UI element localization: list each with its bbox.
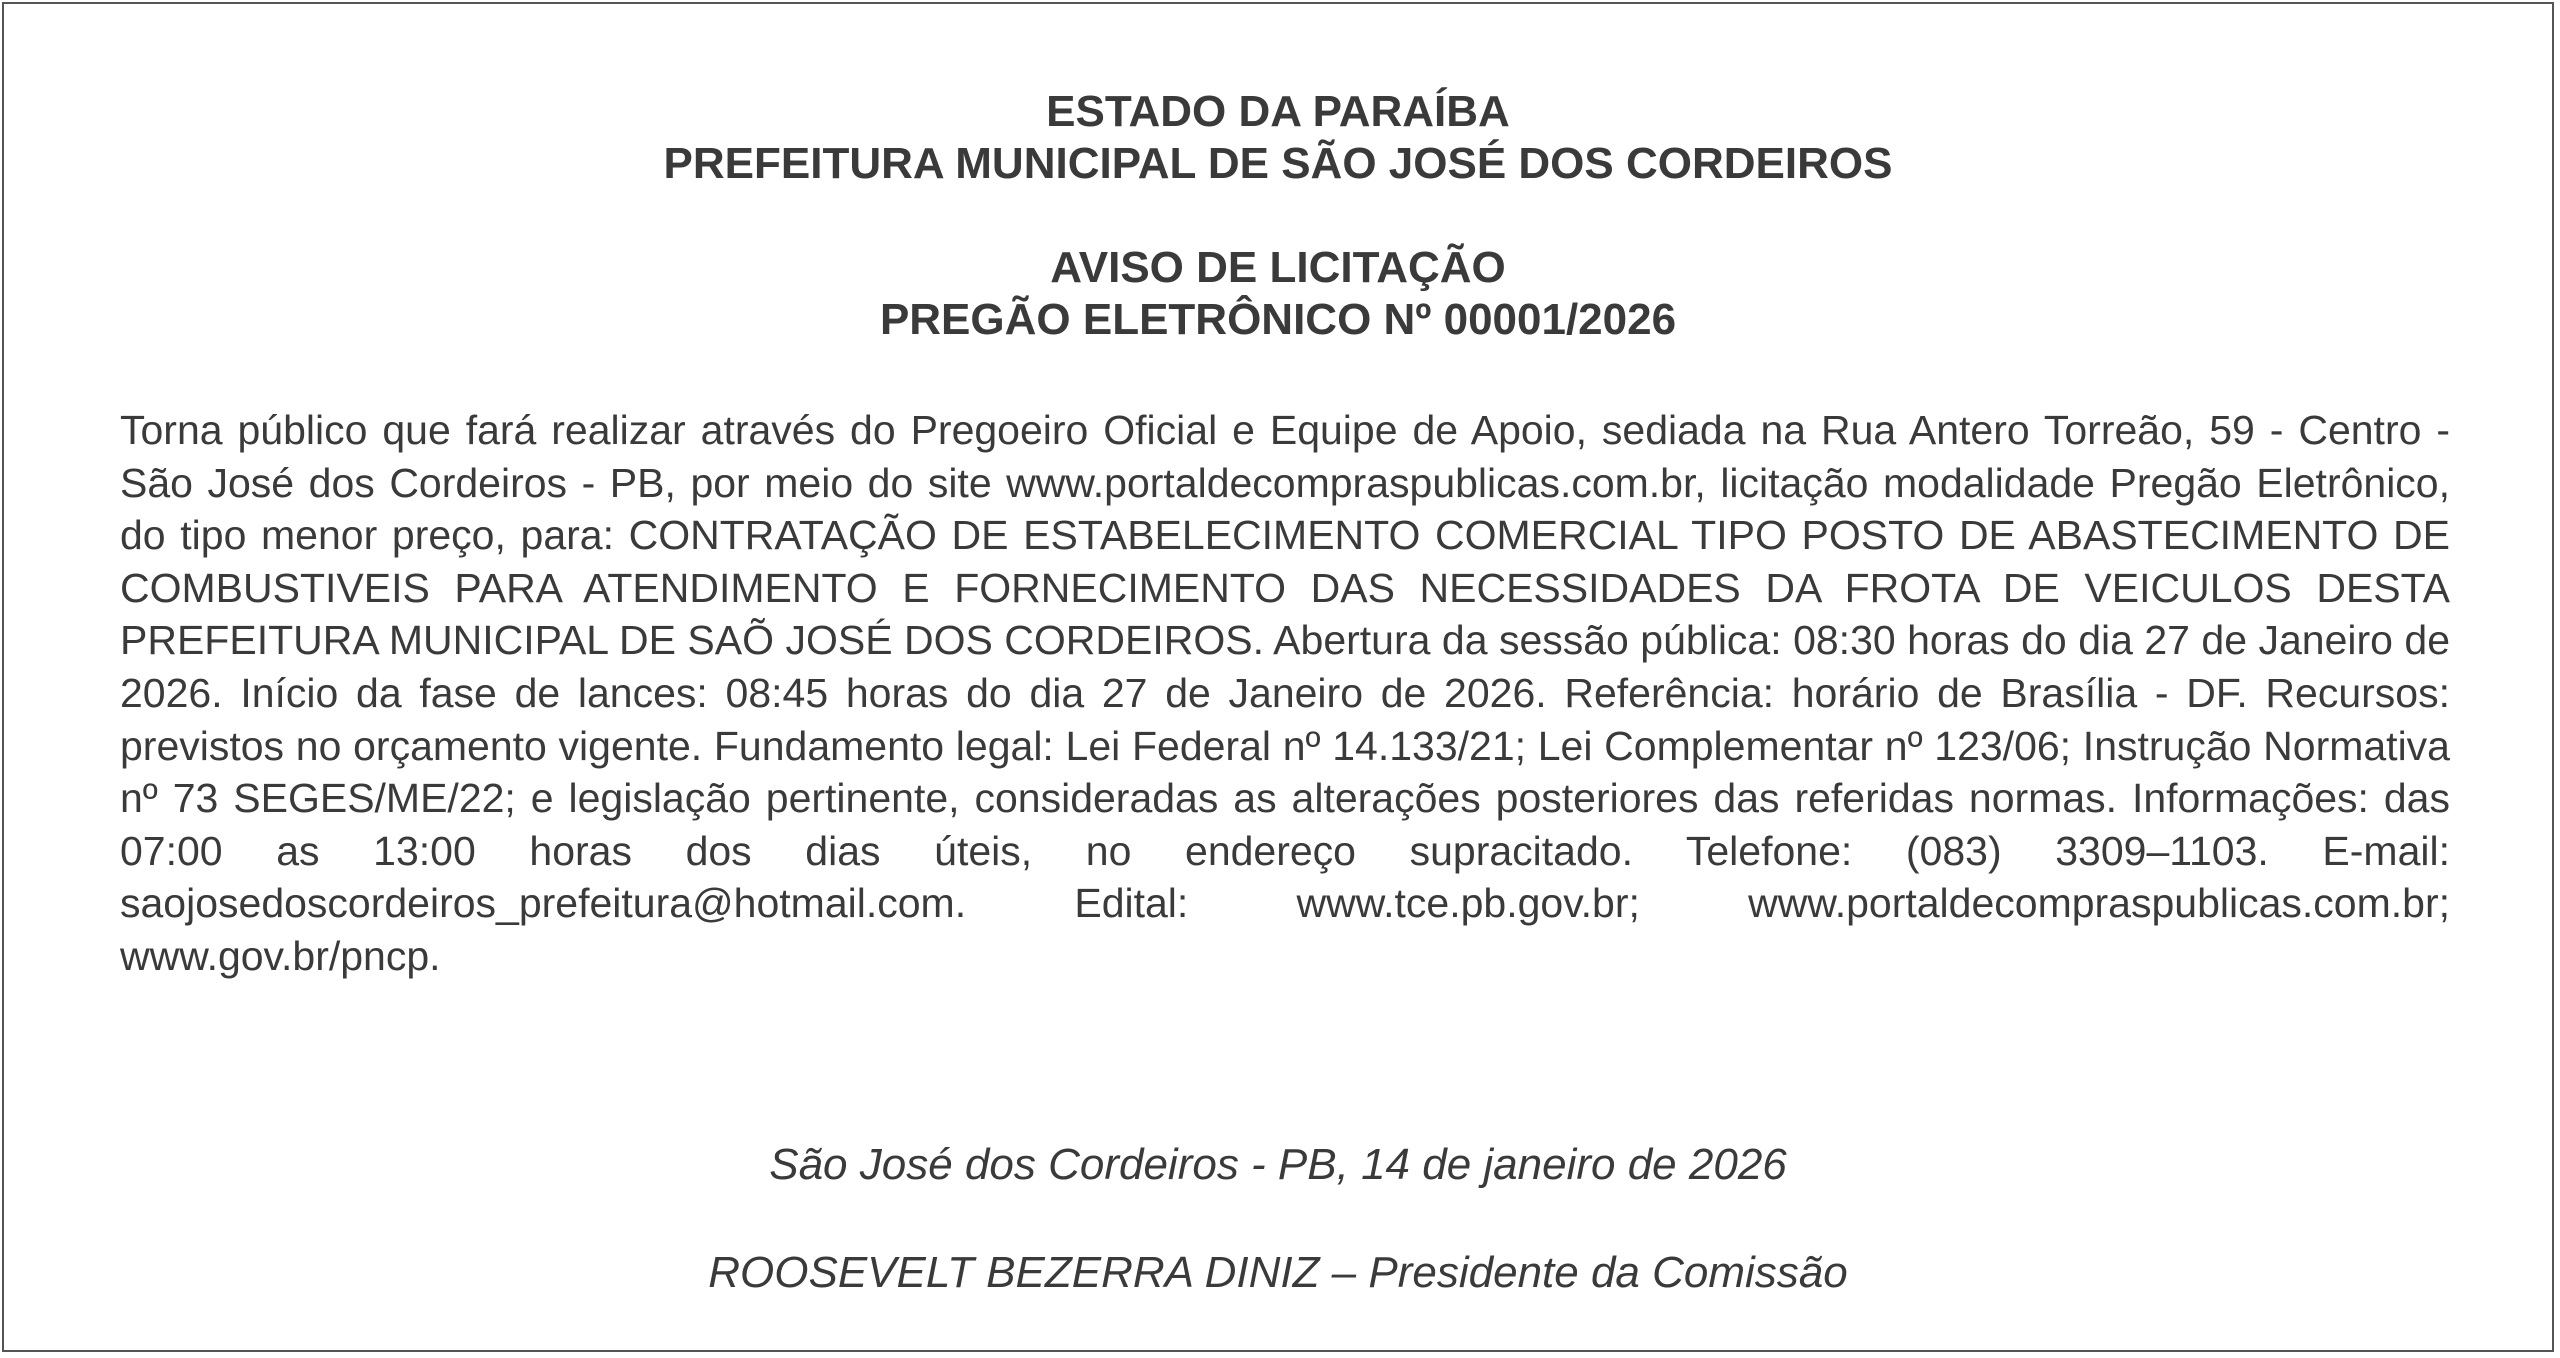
notice-body: Torna público que fará realizar através do Pregoeiro Oficial e Equipe de Apoio, sediada na Rua Antero Torreão, 59 - Centro - São José dos Cordeiros - PB, por meio do site www.portaldecompraspublicas.com.br, licitação modalidade Pregão Eletrônico, do tipo menor preço, para: CONTRATAÇÃO DE ESTABELECIMENTO COMERCIAL TIPO POSTO DE ABASTECIMENTO DE COMBUSTIVEIS PARA ATENDIMENTO E FORNECIMENTO DAS NECESSIDADES DA FROTA DE VEICULOS DESTA PREFEITURA MUNICIPAL DE SAÕ JOSÉ DOS CORDEIROS. Abertura da sessão pública: 08:30 horas do dia 27 de Janeiro de 2026. Início da fase de lances: 08:45 horas do dia 27 de Janeiro de 2026. Referência: horário de Brasília - DF. Recursos: previstos no orçamento vigente. Fundamento legal: Lei Federal nº 14.133/21; Lei Complementar nº 123/06; Instrução Normativa nº 73 SEGES/ME/22; e legislação pertinente, consideradas as alterações posteriores das referidas normas. Informações: das 07:00 as 13:00 horas dos dias úteis, no endereço supracitado. Telefone: (083) 3309–1103. E-mail: saojosedoscordeiros_prefeitura@hotmail.com. Edital: www.tce.pb.gov.br; www.portaldecompraspublicas.com.br; www.gov.br/pncp.	[120, 407, 2450, 979]
notice-header	[4, 86, 2552, 346]
licitation-notice	[2, 2, 2554, 1352]
state-heading: ESTADO DA PARAÍBA	[1046, 87, 1510, 136]
place-date: São José dos Cordeiros - PB, 14 de janeiro de 2026	[769, 1140, 1787, 1189]
process-heading: PREGÃO ELETRÔNICO Nº 00001/2026	[879, 295, 1677, 344]
notice-type-heading: AVISO DE LICITAÇÃO	[1050, 243, 1506, 292]
signature-line: ROOSEVELT BEZERRA DINIZ – Presidente da Comissão	[708, 1248, 1848, 1297]
municipality-heading: PREFEITURA MUNICIPAL DE SÃO JOSÉ DOS CORDEIROS	[663, 139, 1893, 188]
